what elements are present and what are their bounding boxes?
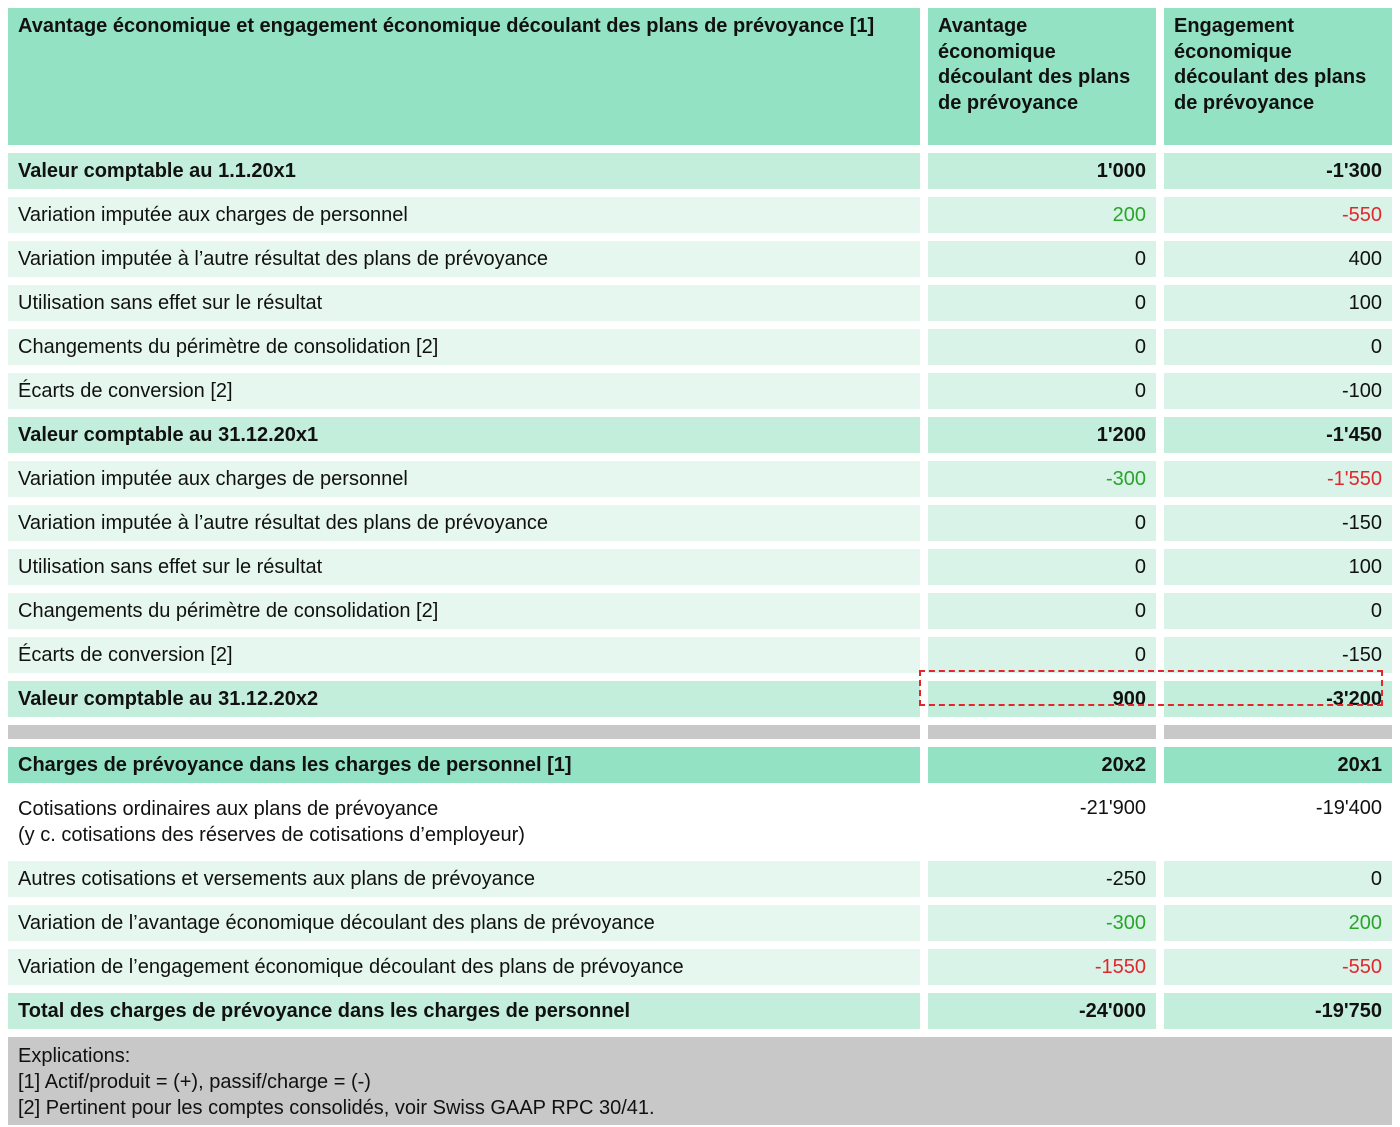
table-row (8, 593, 1392, 629)
row-value-col1: -1550 (928, 949, 1156, 985)
table-row (8, 329, 1392, 365)
row-value-col2: -550 (1164, 197, 1392, 233)
table-header (8, 8, 1392, 145)
row-value-col1: 200 (928, 197, 1156, 233)
table-row (8, 197, 1392, 233)
header-col-advantage: Avantage économique découlant des plans de prévoyance (928, 8, 1156, 145)
table-row (8, 373, 1392, 409)
row-value-col2: -150 (1164, 505, 1392, 541)
pension-table (8, 8, 1392, 1125)
row-value-col2: 100 (1164, 549, 1392, 585)
row-label: Variation imputée à l’autre résultat des plans de prévoyance (8, 241, 920, 277)
row-value-col1: -250 (928, 861, 1156, 897)
section2-col-20x1: 20x1 (1164, 747, 1392, 783)
row-value-col2: 400 (1164, 241, 1392, 277)
table-row (8, 461, 1392, 497)
row-value-col1: 0 (928, 505, 1156, 541)
table-row (8, 949, 1392, 985)
section1-rows (8, 153, 1392, 717)
table-row (8, 905, 1392, 941)
table-row (8, 417, 1392, 453)
note-2: [2] Pertinent pour les comptes consolidés, voir Swiss GAAP RPC 30/41. (18, 1097, 655, 1119)
row-label: Variation imputée aux charges de personnel (8, 197, 920, 233)
row-value-col1: 0 (928, 285, 1156, 321)
row-label: Variation de l’avantage économique découlant des plans de prévoyance (8, 905, 920, 941)
row-label: Changements du périmètre de consolidation [2] (8, 329, 920, 365)
row-label-line: (y c. cotisations des réserves de cotisations d’employeur) (18, 824, 525, 846)
section2-rows (8, 791, 1392, 1029)
table-row (8, 993, 1392, 1029)
row-label: Variation imputée aux charges de personnel (8, 461, 920, 497)
row-label: Variation de l’engagement économique découlant des plans de prévoyance (8, 949, 920, 985)
row-value-col2: -100 (1164, 373, 1392, 409)
row-label: Autres cotisations et versements aux plans de prévoyance (8, 861, 920, 897)
table-row (8, 681, 1392, 717)
header-col-commitment: Engagement économique découlant des plans de prévoyance (1164, 8, 1392, 145)
row-value-col2: -1'550 (1164, 461, 1392, 497)
row-value-col2: -3'200 (1164, 681, 1392, 717)
row-value-col1: 0 (928, 549, 1156, 585)
row-label-line: Cotisations ordinaires aux plans de prévoyance (18, 798, 439, 820)
row-value-col1: 0 (928, 373, 1156, 409)
row-value-col2: 100 (1164, 285, 1392, 321)
row-value-col1: 0 (928, 329, 1156, 365)
row-value-col2: -1'450 (1164, 417, 1392, 453)
note-1: [1] Actif/produit = (+), passif/charge = (-) (18, 1071, 371, 1093)
row-value-col1: -21'900 (1079, 797, 1146, 819)
row-label: Total des charges de prévoyance dans les charges de personnel (8, 993, 920, 1029)
section2-col-20x2: 20x2 (928, 747, 1156, 783)
row-label: Utilisation sans effet sur le résultat (8, 549, 920, 585)
row-value-col2: -1'300 (1164, 153, 1392, 189)
row-value-col2: 0 (1164, 861, 1392, 897)
table-row (8, 505, 1392, 541)
row-label: Valeur comptable au 1.1.20x1 (8, 153, 920, 189)
row-value-col1: 0 (928, 593, 1156, 629)
row-label: Valeur comptable au 31.12.20x2 (8, 681, 920, 717)
row-value-col1: 0 (928, 637, 1156, 673)
explanations (8, 1037, 1392, 1125)
section2-title: Charges de prévoyance dans les charges de personnel [1] (8, 747, 920, 783)
row-value-col1: -24'000 (928, 993, 1156, 1029)
explanations-title: Explications: (18, 1045, 131, 1067)
row-value-col1: 1'000 (928, 153, 1156, 189)
table-row (8, 153, 1392, 189)
row-label: Changements du périmètre de consolidation [2] (8, 593, 920, 629)
row-label: Variation imputée à l’autre résultat des plans de prévoyance (8, 505, 920, 541)
row-label: Valeur comptable au 31.12.20x1 (8, 417, 920, 453)
row-value-col2: -550 (1164, 949, 1392, 985)
table-row (8, 241, 1392, 277)
row-value-col2: 0 (1164, 329, 1392, 365)
row-value-col1: -300 (928, 905, 1156, 941)
table-row (8, 861, 1392, 897)
row-label: Écarts de conversion [2] (8, 373, 920, 409)
row-value-col1: 0 (928, 241, 1156, 277)
row-label: Utilisation sans effet sur le résultat (8, 285, 920, 321)
separator (8, 725, 1392, 739)
row-value-col1: 900 (928, 681, 1156, 717)
row-value-col2: -19'750 (1164, 993, 1392, 1029)
row-label (8, 791, 920, 853)
row-value-col1: -300 (928, 461, 1156, 497)
table-row (8, 285, 1392, 321)
row-value-col1: 1'200 (928, 417, 1156, 453)
row-label: Écarts de conversion [2] (8, 637, 920, 673)
section2-header (8, 747, 1392, 783)
row-value-col2: 200 (1164, 905, 1392, 941)
table-row (8, 791, 1392, 853)
row-value-col2: -150 (1164, 637, 1392, 673)
header-title: Avantage économique et engagement économique découlant des plans de prévoyance [1] (8, 8, 920, 145)
row-value-col2: 0 (1164, 593, 1392, 629)
table-row (8, 637, 1392, 673)
table-row (8, 549, 1392, 585)
row-value-col2: -19'400 (1315, 797, 1382, 819)
